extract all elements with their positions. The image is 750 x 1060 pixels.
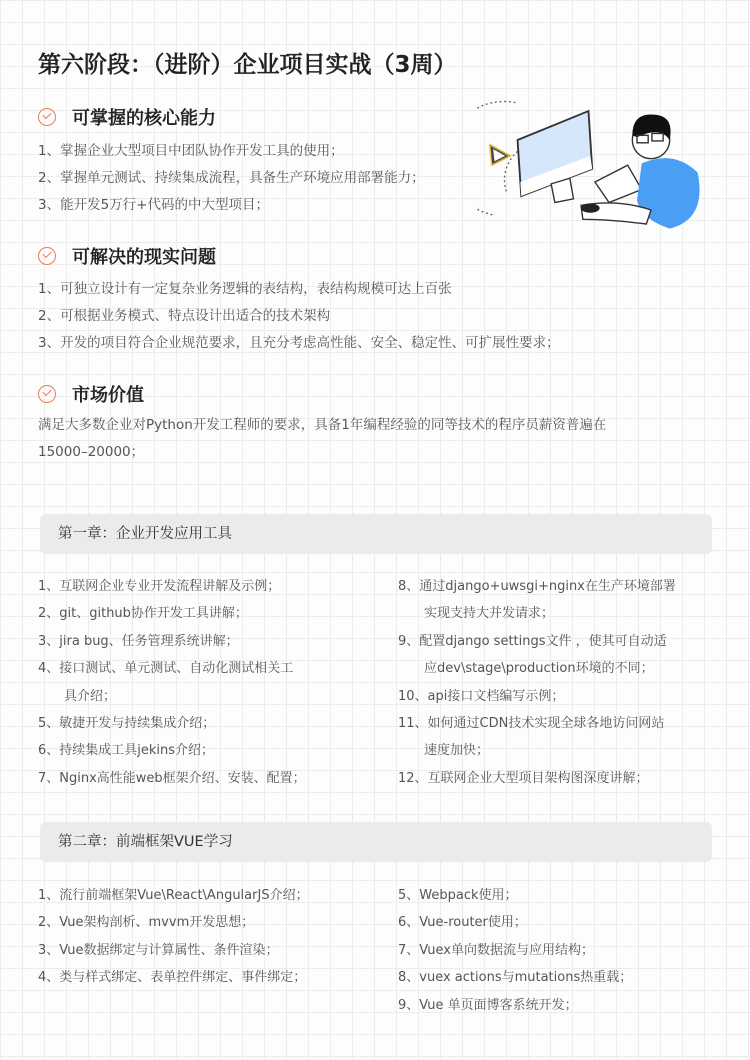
chapter-list-item: 8、vuex actions与mutations热重载； [398, 970, 633, 986]
section-heading-skills [38, 104, 216, 130]
chapter-1-header: 第一章：企业开发应用工具 [40, 514, 712, 554]
chapter-list-item: 5、敏捷开发与持续集成介绍； [38, 716, 216, 732]
list-item: 3、开发的项目符合企业规范要求，且充分考虑高性能、安全、稳定性、可扩展性要求； [38, 335, 560, 351]
chapter-list-item: 6、持续集成工具jekins介绍； [38, 743, 215, 759]
section-title: 可解决的现实问题 [72, 247, 216, 268]
chapter-list-item: 3、jira bug、任务管理系统讲解； [38, 633, 239, 649]
chapter-1-right-column [398, 573, 676, 792]
list-item: 1、掌握企业大型项目中团队协作开发工具的使用； [38, 143, 344, 159]
developer-illustration [475, 98, 715, 238]
chapter-list-item: 5、Webpack使用； [398, 888, 518, 903]
chapter-list-item: 1、流行前端框架Vue\React\AngularJS介绍； [38, 888, 309, 903]
list-item: 2、可根据业务模式、特点设计出适合的技术架构 [38, 308, 331, 324]
chapter-2-left-column [38, 882, 309, 992]
chapter-list-item: 10、api接口文档编写示例； [398, 688, 565, 704]
chapter-list-item: 速度加快； [424, 743, 490, 759]
chapter-list-item: 6、Vue-router使用； [398, 915, 527, 931]
list-item: 1、可独立设计有一定复杂业务逻辑的表结构，表结构规模可达上百张 [38, 281, 452, 297]
value-text [38, 412, 606, 466]
check-circle-icon [38, 247, 56, 265]
skills-list [38, 138, 425, 219]
section-title: 市场价值 [72, 385, 144, 406]
chapter-list-item: 具介绍； [64, 688, 117, 704]
chapter-list-item: 应dev\stage\production环境的不同； [424, 661, 654, 677]
chapter-list-item: 2、Vue架构剖析、mvvm开发思想； [38, 915, 255, 931]
section-title: 可掌握的核心能力 [72, 108, 216, 129]
chapter-2-header: 第二章：前端框架VUE学习 [40, 822, 712, 862]
chapter-list-item: 7、Nginx高性能web框架介绍、安装、配置； [38, 770, 306, 786]
chapter-list-item: 2、git、github协作开发工具讲解； [38, 606, 248, 622]
chapter-list-item: 1、互联网企业专业开发流程讲解及示例； [38, 579, 281, 594]
paragraph-line: 满足大多数企业对Python开发工程师的要求，具备1年编程经验的同等技术的程序员薪资普遍在 [38, 417, 607, 433]
check-circle-icon [38, 108, 56, 126]
section-heading-value [38, 381, 144, 407]
list-item: 3、能开发5万行+代码的中大型项目； [38, 197, 269, 213]
list-item: 2、掌握单元测试、持续集成流程，具备生产环境应用部署能力； [38, 170, 425, 186]
problems-list [38, 276, 560, 357]
section-heading-problems [38, 243, 216, 269]
chapter-2-right-column [398, 882, 632, 1019]
chapter-list-item: 3、Vue数据绑定与计算属性、条件渲染； [38, 942, 279, 958]
chapter-list-item: 实现支持大并发请求； [424, 606, 555, 622]
chapter-list-item: 12、互联网企业大型项目架构图深度讲解； [398, 770, 649, 786]
check-circle-icon [38, 385, 56, 403]
chapter-list-item: 9、Vue 单页面博客系统开发； [398, 997, 578, 1013]
chapter-list-item: 7、Vuex单向数据流与应用结构； [398, 942, 594, 958]
paragraph-line: 15000–20000； [38, 444, 145, 460]
chapter-list-item: 4、接口测试、单元测试、自动化测试相关工 [38, 661, 294, 677]
chapter-1-left-column [38, 573, 306, 792]
chapter-list-item: 8、通过django+uwsgi+nginx在生产环境部署 [398, 579, 676, 594]
chapter-list-item: 4、类与样式绑定、表单控件绑定、事件绑定； [38, 970, 307, 986]
chapter-list-item: 11、如何通过CDN技术实现全球各地访问网站 [398, 716, 665, 732]
page-title: 第六阶段：（进阶）企业项目实战（3周） [38, 52, 457, 78]
chapter-list-item: 9、配置django settings文件 ，使其可自动适 [398, 633, 667, 649]
